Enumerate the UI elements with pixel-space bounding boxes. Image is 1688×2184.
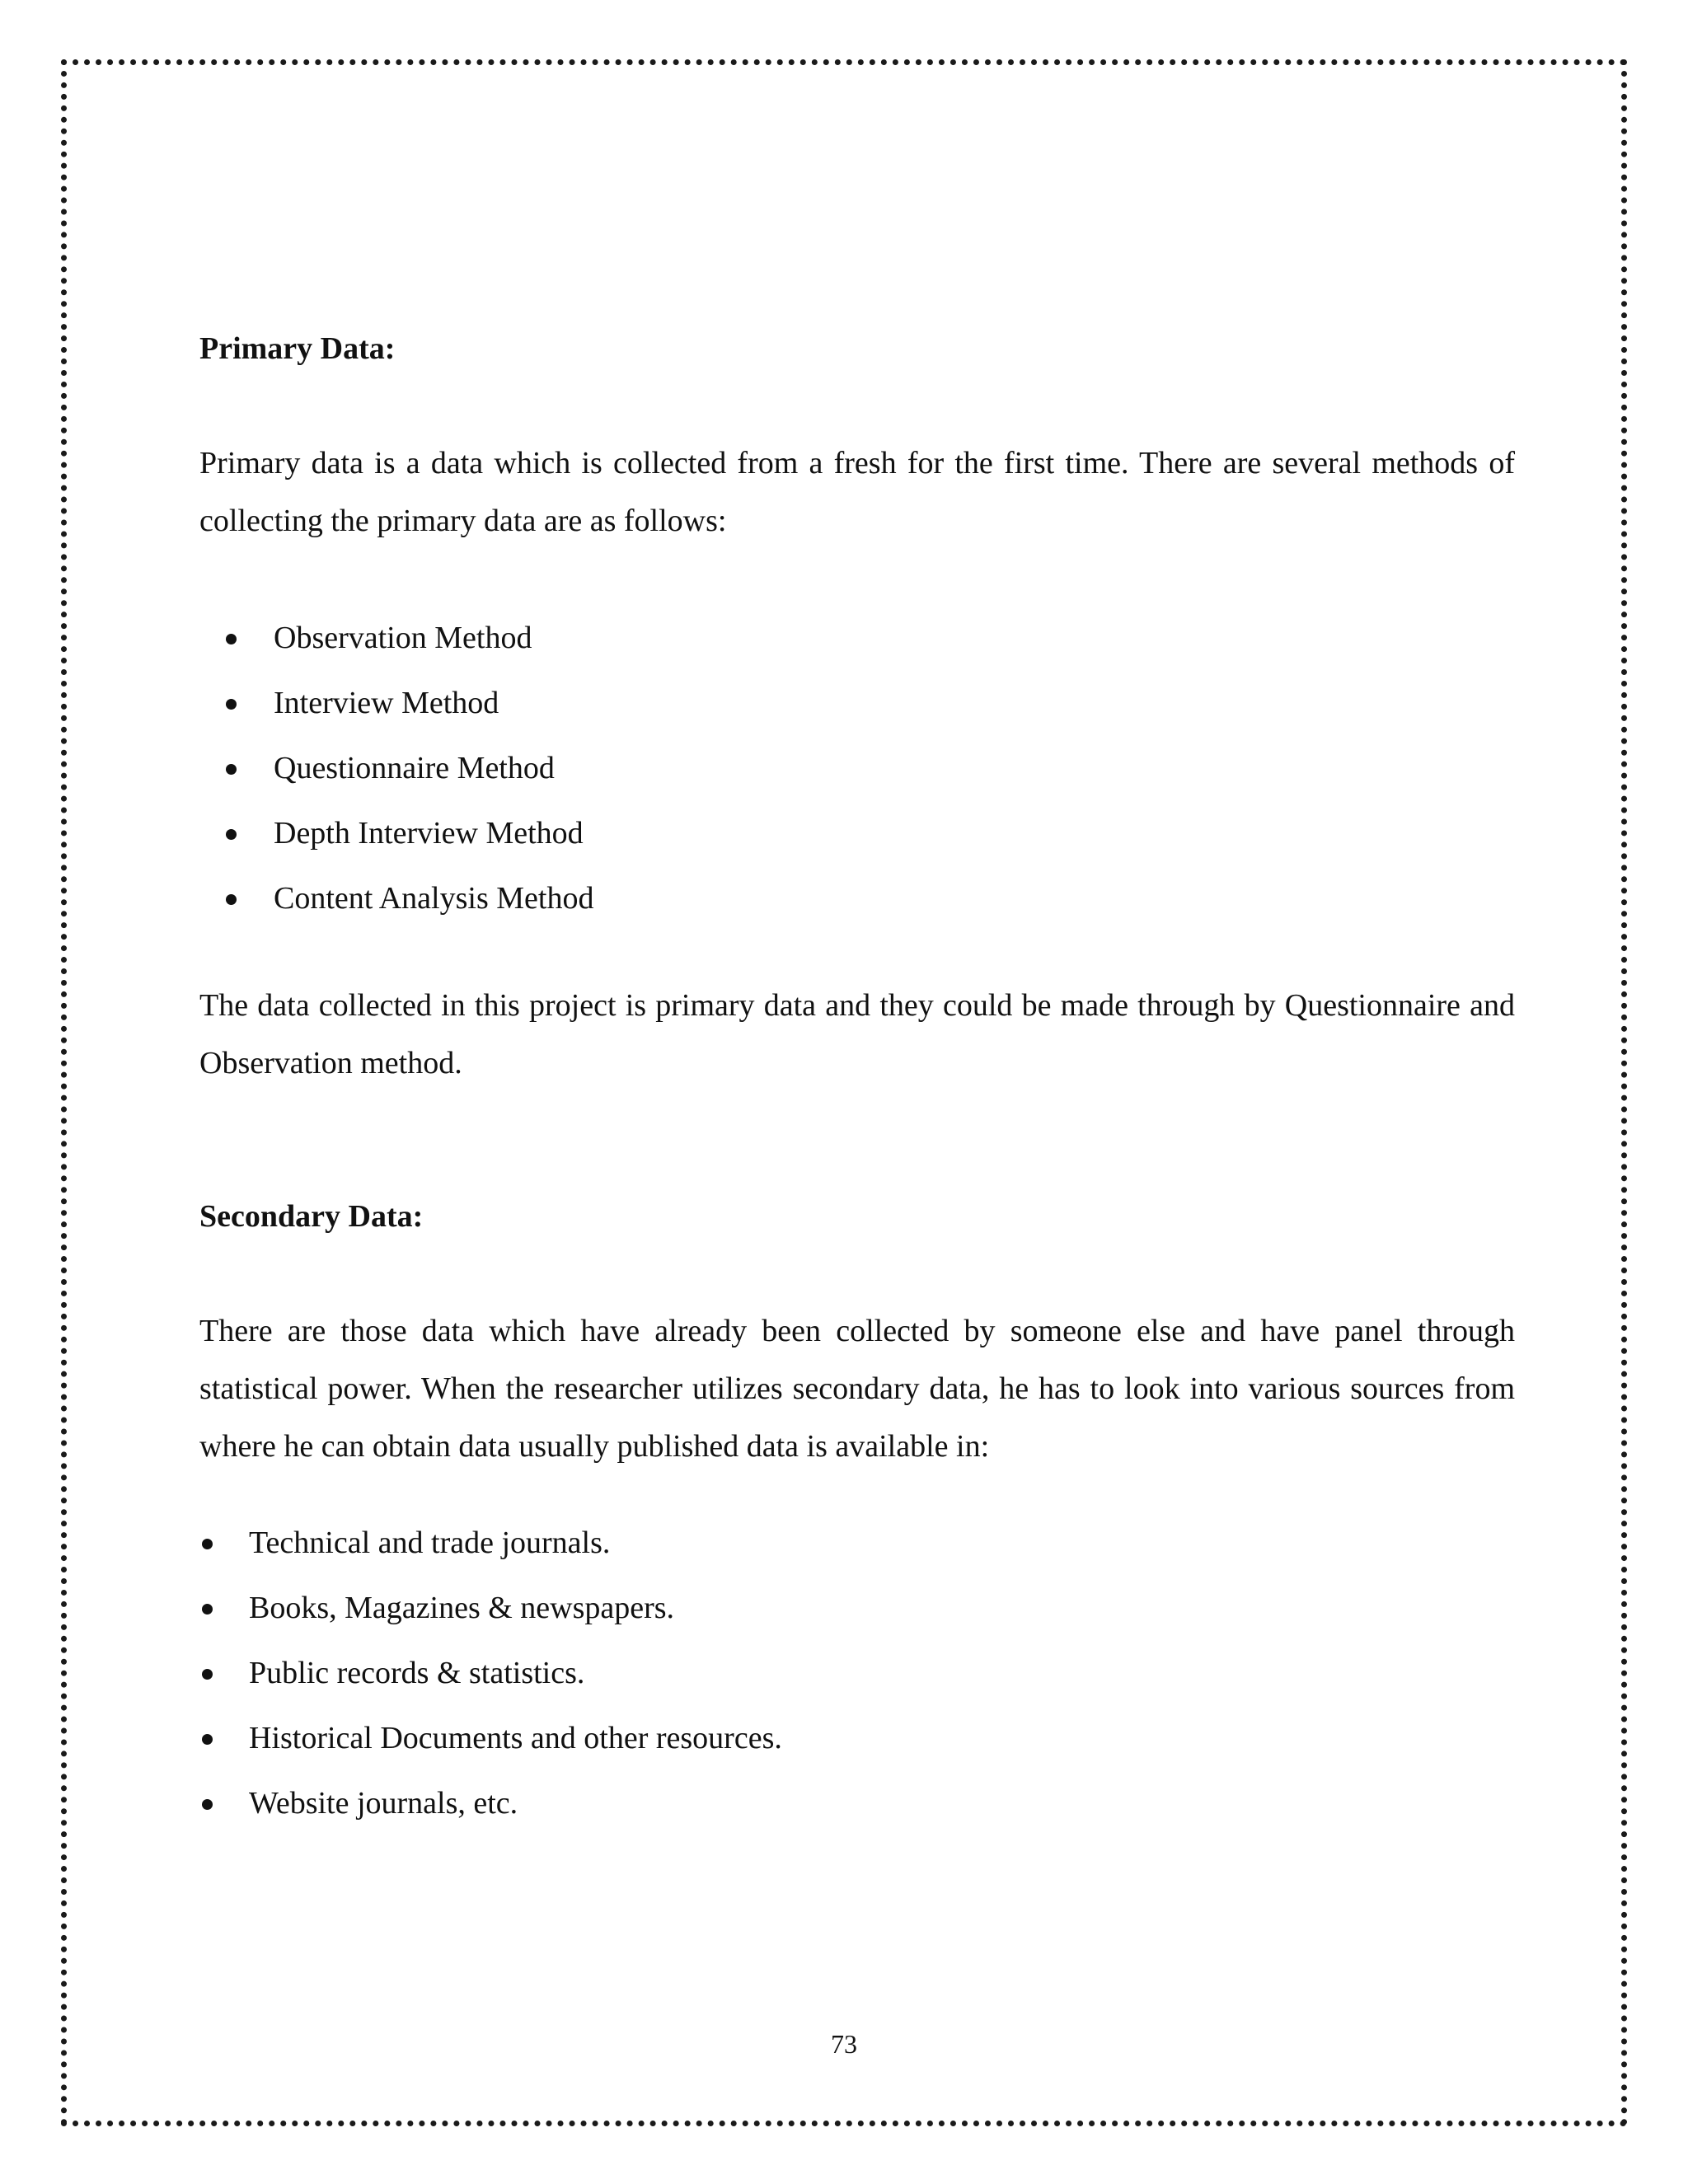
- bullet-icon: [226, 634, 237, 644]
- secondary-data-intro: There are those data which have already been collected by someone else and have panel through statistical power. When the researcher utilizes secondary data, he has to look into various sources from where he can obtain data usually published data is available in:: [199, 1314, 1515, 1464]
- page-number: 73: [831, 2029, 857, 2059]
- bullet-icon: [226, 699, 237, 710]
- bullet-icon: [226, 764, 237, 775]
- bullet-icon: [202, 1669, 213, 1680]
- secondary-data-heading: Secondary Data:: [199, 1199, 424, 1234]
- primary-data-heading: Primary Data:: [199, 331, 396, 366]
- bullet-icon: [202, 1604, 213, 1615]
- bullet-icon: [226, 829, 237, 840]
- primary-data-intro: Primary data is a data which is collected from a fresh for the first time. There are several methods of collecting the primary data are as follows:: [199, 446, 1515, 538]
- bullet-icon: [202, 1539, 213, 1549]
- bullet-icon: [202, 1799, 213, 1810]
- bullet-icon: [226, 894, 237, 905]
- primary-data-conclusion: The data collected in this project is primary data and they could be made through by Questionnaire and Observation method.: [199, 988, 1515, 1080]
- bullet-icon: [202, 1734, 213, 1745]
